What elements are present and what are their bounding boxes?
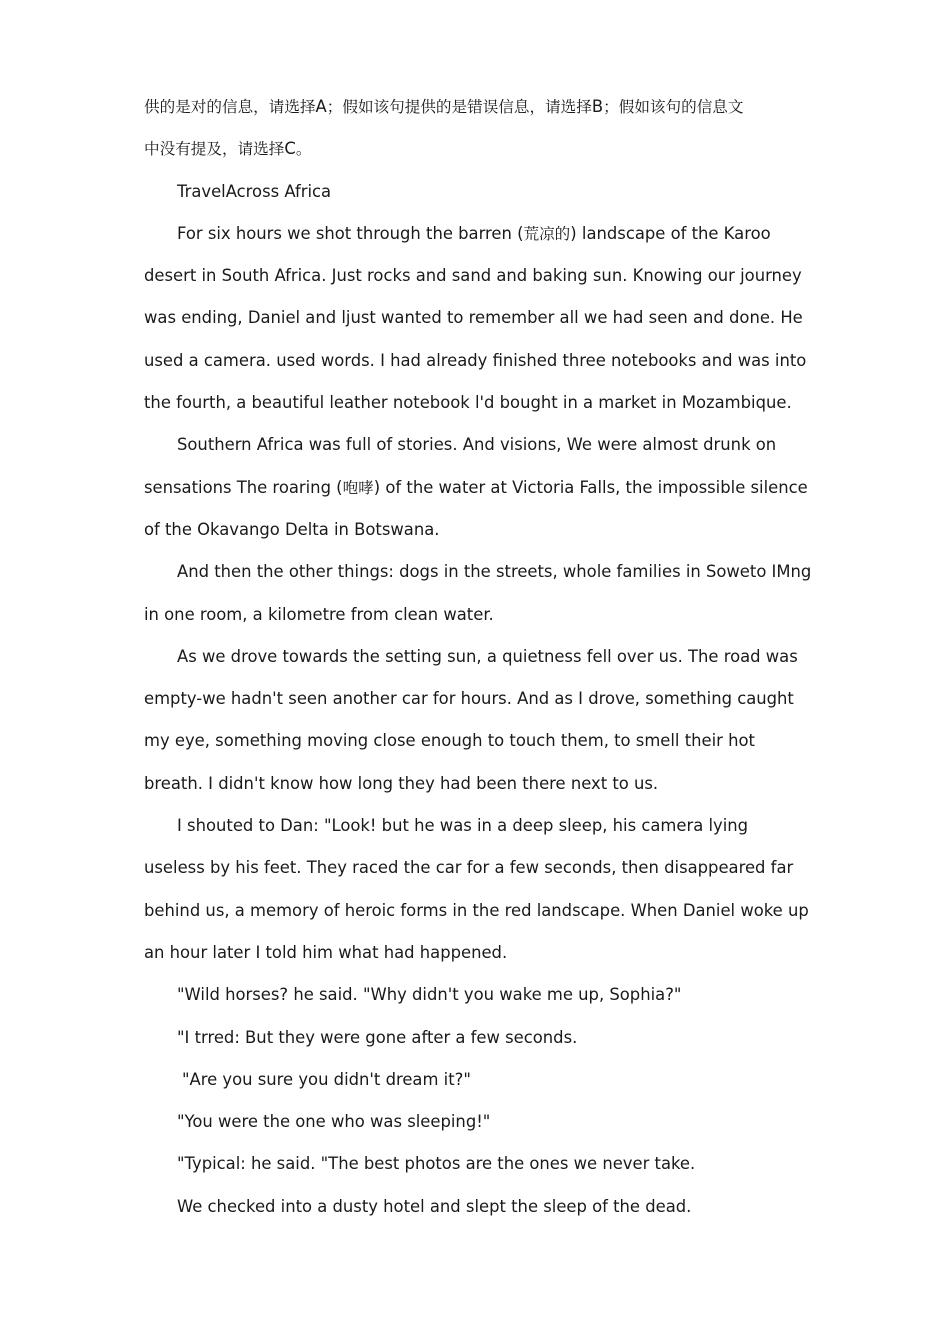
instructions-paragraph	[144, 86, 812, 171]
paragraph-1-before: For six hours we shot through the barren (	[177, 223, 524, 243]
paragraph-3: And then the other things: dogs in the streets, whole families in Soweto IMng in one room, a kilometre from clean water.	[144, 562, 812, 624]
paragraph-5: I shouted to Dan: "Look! but he was in a deep sleep, his camera lying useless by his feet. They raced the car for a few seconds, then disappeared far behind us, a memory of heroic forms in the red landscape. When Daniel woke up an hour later I told him what had happened.	[144, 816, 809, 962]
instructions-mid1: ；假如该句提供的是错误信息，请选择	[326, 98, 592, 116]
paragraph-1-after: ) landscape of the Karoo desert in South Africa. Just rocks and sand and baking sun. Knowing our journey was ending, Daniel and ljust wanted to remember all we had seen and done. He used a camera. used words. I had already finished three notebooks and was into the fourth, a beautiful leather notebook l'd bought in a market in Mozambique.	[144, 223, 807, 413]
instructions-mid2: ；假如该句的信息文	[603, 98, 744, 116]
paragraph-7: "I trred: But they were gone after a few seconds.	[177, 1027, 578, 1047]
paragraph-8: "Are you sure you didn't dream it?"	[182, 1069, 471, 1089]
paragraph-1-gloss: 荒凉的	[523, 224, 571, 243]
instructions-line2: 中没有提及，请选择	[144, 140, 285, 159]
paragraph-10: "Typical: he said. "The best photos are the ones we never take.	[177, 1154, 696, 1174]
paragraph-2-after: ) of the water at Victoria Falls, the impossible silence of the Okavango Delta in Botswana.	[144, 477, 808, 539]
paragraph-1	[144, 213, 812, 424]
paragraph-2	[144, 424, 812, 551]
article-title: TravelAcross Africa	[177, 181, 332, 201]
paragraph-6: "Wild horses? he said. "Why didn't you wake me up, Sophia?"	[177, 985, 682, 1005]
paragraph-2-before: Southern Africa was full of stories. And visions, We were almost drunk on sensations The roaring (	[144, 435, 777, 497]
instructions-line1: 供的是对的信息，请选择	[144, 98, 316, 116]
paragraph-2-gloss: 咆哮	[342, 478, 374, 497]
paragraph-9: "You were the one who was sleeping!"	[177, 1112, 491, 1132]
paragraph-4: As we drove towards the setting sun, a quietness fell over us. The road was empty-we hadn't seen another car for hours. And as I drove, something caught my eye, something moving close enough to touch them, to smell their hot breath. I didn't know how long they had been there next to us.	[144, 646, 798, 793]
option-c: C	[284, 139, 296, 159]
document-page	[144, 86, 812, 1228]
option-b: B	[591, 97, 604, 116]
instructions-end: 。	[295, 140, 312, 159]
paragraph-11: We checked into a dusty hotel and slept the sleep of the dead.	[177, 1196, 692, 1216]
option-a: A	[315, 97, 327, 116]
